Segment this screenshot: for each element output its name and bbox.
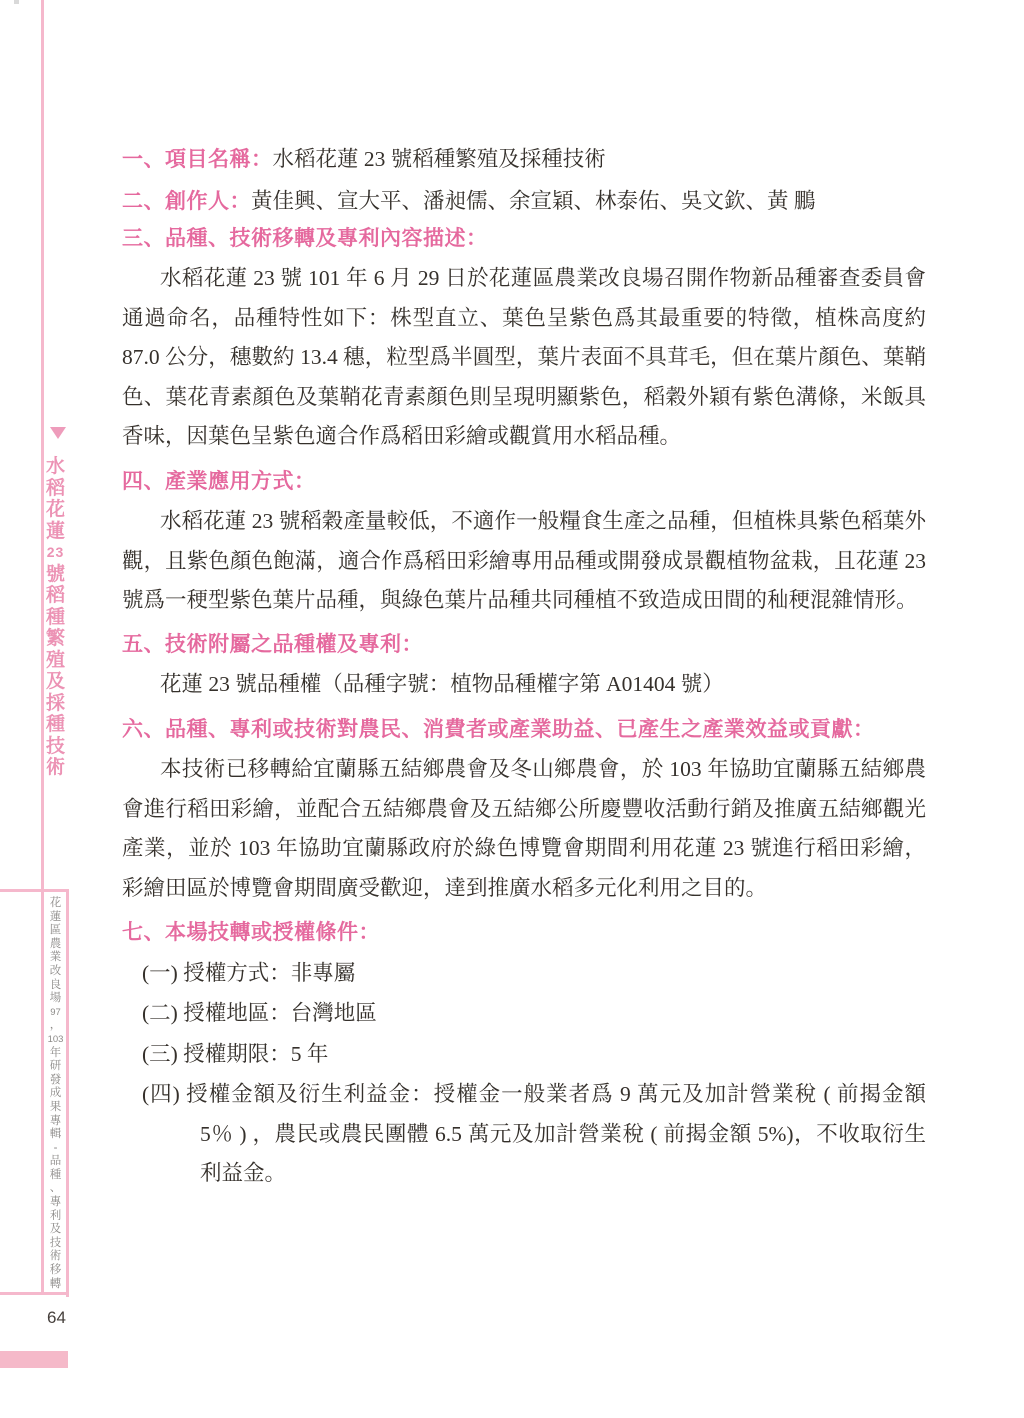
license-item-region: (二) 授權地區：台灣地區 — [142, 1001, 377, 1025]
section-5-heading: 五、技術附屬之品種權及專利： — [122, 633, 423, 656]
section-4-paragraph: 水稻花蓮 23 號稻穀產量較低，不適作一般糧食生產之品種，但植株具紫色稻葉外觀，且紫色顏色飽滿，適合作爲稻田彩繪專用品種或開發成景觀植物盆栽，且花蓮 23 號爲一稉型紫色葉片品種，與綠色葉片品種共同種植不致造成田間的秈稉混雜情形。 — [122, 509, 926, 613]
section-2-creators — [122, 189, 926, 214]
sidebar-box-border-bottom — [0, 1292, 69, 1295]
section-7-heading: 七、本場技轉或授權條件： — [122, 921, 380, 944]
sidebar-book-title: 花 蓮 區 農 業 改 良 場 97 ， 103 年 研 發 成 果 專 輯 - 品 種 、 專 利 及 技 術 移 轉 — [47, 897, 64, 1290]
license-item-method: (一) 授權方式：非專屬 — [142, 961, 356, 985]
section-4-heading: 四、產業應用方式： — [122, 470, 316, 493]
license-item-period: (三) 授權期限：5 年 — [142, 1042, 329, 1066]
section-6-heading: 六、品種、專利或技術對農民、消費者或產業助益、已產生之產業效益或貢獻： — [122, 718, 875, 741]
section-2-label: 二、創作人： — [122, 190, 251, 213]
license-item-fee: (四) 授權金額及衍生利益金：授權金一般業者爲 9 萬元及加計營業稅 ( 前揭金額 5％ ) ，農民或農民團體 6.5 萬元及加計營業稅 ( 前揭金額 5%)，不收取衍生利益金。 — [142, 1082, 926, 1186]
bottom-pink-bar — [0, 1351, 68, 1368]
sidebar-box-border-top — [0, 889, 69, 892]
section-1-project-name — [122, 147, 926, 172]
section-3-paragraph: 水稻花蓮 23 號 101 年 6 月 29 日於花蓮區農業改良場召開作物新品種審查委員會通過命名，品種特性如下：株型直立、葉色呈紫色爲其最重要的特徵，植株高度約 87.0 公分，穗數約 13.4 穗，粒型爲半圓型，葉片表面不具茸毛，但在葉片顏色、葉鞘色、葉花青素顏色及葉鞘花青素顏色則呈現明顯紫色，稻穀外穎有紫色溝條，米飯具香味，因葉色呈紫色適合作爲稻田彩繪或觀賞用水稻品種。 — [122, 266, 926, 449]
sidebar-box-border-right — [66, 889, 69, 1297]
section-3-heading: 三、品種、技術移轉及專利內容描述： — [122, 227, 488, 250]
down-triangle-icon — [50, 427, 66, 439]
section-1-label: 一、項目名稱： — [122, 148, 273, 171]
section-2-value: 黃佳興、宣大平、潘昶儒、余宣穎、林泰佑、吳文欽、黃 鵬 — [251, 189, 816, 213]
page-number: 64 — [47, 1308, 66, 1327]
sidebar-chapter-title: 水 稻 花 蓮 23 號 稻 種 繁 殖 及 採 種 技 術 — [45, 456, 65, 778]
section-5-paragraph: 花蓮 23 號品種權（品種字號：植物品種權字第 A01404 號） — [160, 672, 724, 696]
section-1-value: 水稻花蓮 23 號稻種繁殖及採種技術 — [272, 147, 606, 171]
section-6-paragraph: 本技術已移轉給宜蘭縣五結鄉農會及冬山鄉農會，於 103 年協助宜蘭縣五結鄉農會進行稻田彩繪，並配合五結鄉農會及五結鄉公所慶豐收活動行銷及推廣五結鄉觀光產業，並於 103 年協助宜蘭縣政府於綠色博覽會期間利用花蓮 23 號進行稻田彩繪，彩繪田區於博覽會期間廣受歡迎，達到推廣水稻多元化利用之目的。 — [122, 757, 926, 900]
print-artifact — [14, 0, 19, 4]
